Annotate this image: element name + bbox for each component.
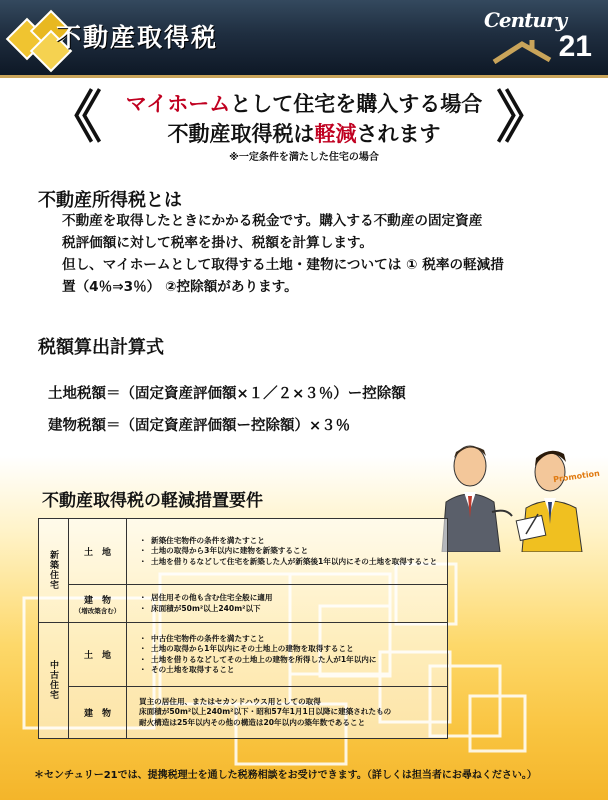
row-conditions (127, 585, 448, 623)
century21-logo: Century 21 (484, 8, 592, 63)
section-title-requirements: 不動産取得税の軽減措置要件 (42, 491, 263, 511)
body-line: 置（4％⇒3％） ②控除額があります。 (62, 279, 298, 295)
section-body (62, 210, 582, 298)
house-roof-icon (492, 38, 558, 64)
footer-note: ＊センチュリー21では、提携税理士を通した税務相談をお受けできます。（詳しくは担当者にお尋ねください。） (34, 770, 537, 781)
table-row (39, 519, 448, 585)
group-label-used: 中古住宅 (39, 623, 69, 739)
businessmen-illustration (426, 436, 602, 552)
row-conditions (127, 623, 448, 687)
row-label: 建 物 (69, 687, 127, 739)
headline-block (0, 86, 608, 170)
left-bracket: 《 (46, 85, 102, 151)
headline-line2: 不動産取得税は軽減されます (167, 122, 441, 146)
table-row (39, 623, 448, 687)
formula-land: 土地税額＝（固定資産評価額×１／２×３％）ー控除額 (48, 386, 406, 402)
body-line: 但し、マイホームとして取得する土地・建物については ① 税率の軽減措 (62, 257, 504, 273)
row-label: 建 物 （増改築含む） (69, 585, 127, 623)
list-item: ・ 床面積が50m²以上240m²以下 (139, 604, 441, 615)
page-title: 不動産取得税 (56, 23, 219, 52)
body-line: 税評価額に対して税率を掛け、税額を計算します。 (62, 235, 374, 251)
list-item: ・ 土地を借りるなどしてその土地上の建物を所得した人が1年以内に (139, 655, 441, 666)
promotion-label: Promotion (552, 468, 601, 485)
list-item: 買主の居住用、またはセカンドハウス用としての取得 (139, 696, 321, 706)
list-item: ・ 土地の取得から1年以内にその土地上の建物を取得すること (139, 644, 441, 655)
list-item: ・ 土地を借りるなどして住宅を新築した人が新築後1年以内にその土地を取得すること (139, 557, 441, 568)
row-label: 土 地 (69, 623, 127, 687)
table-row (39, 585, 448, 623)
table-row (39, 687, 448, 739)
list-item: ・ その土地を取得すること (139, 665, 441, 676)
list-item: ・ 居住用その他も含む住宅全般に適用 (139, 593, 441, 604)
section-title-what-is: 不動産所得税とは (38, 190, 182, 211)
body-line: 不動産を取得したときにかかる税金です。購入する不動産の固定資産 (62, 213, 483, 229)
row-conditions (127, 519, 448, 585)
right-bracket: 》 (496, 85, 552, 151)
list-item: 耐火構造は25年以内その他の構造は20年以内の築年数であること (139, 717, 366, 727)
row-label: 土 地 (69, 519, 127, 585)
headline-note: ※一定条件を満たした住宅の場合 (229, 152, 379, 163)
list-item: 床面積が50m²以上240m²以下・昭和57年1月1日以降に建築されたもの (139, 707, 392, 717)
formula-building: 建物税額＝（固定資産評価額ー控除額）×３％ (48, 418, 351, 434)
section-title-formula: 税額算出計算式 (38, 337, 164, 358)
requirements-table (38, 518, 448, 739)
list-item: ・ 新築住宅物件の条件を満たすこと (139, 536, 441, 547)
list-item: ・ 土地の取得から3年以内に建物を新築すること (139, 546, 441, 557)
headline-line1: マイホームとして住宅を購入する場合 (125, 92, 483, 116)
group-label-new: 新築住宅 (39, 519, 69, 623)
header-bar (0, 0, 608, 78)
row-conditions (127, 687, 448, 739)
list-item: ・ 中古住宅物件の条件を満たすこと (139, 634, 441, 645)
